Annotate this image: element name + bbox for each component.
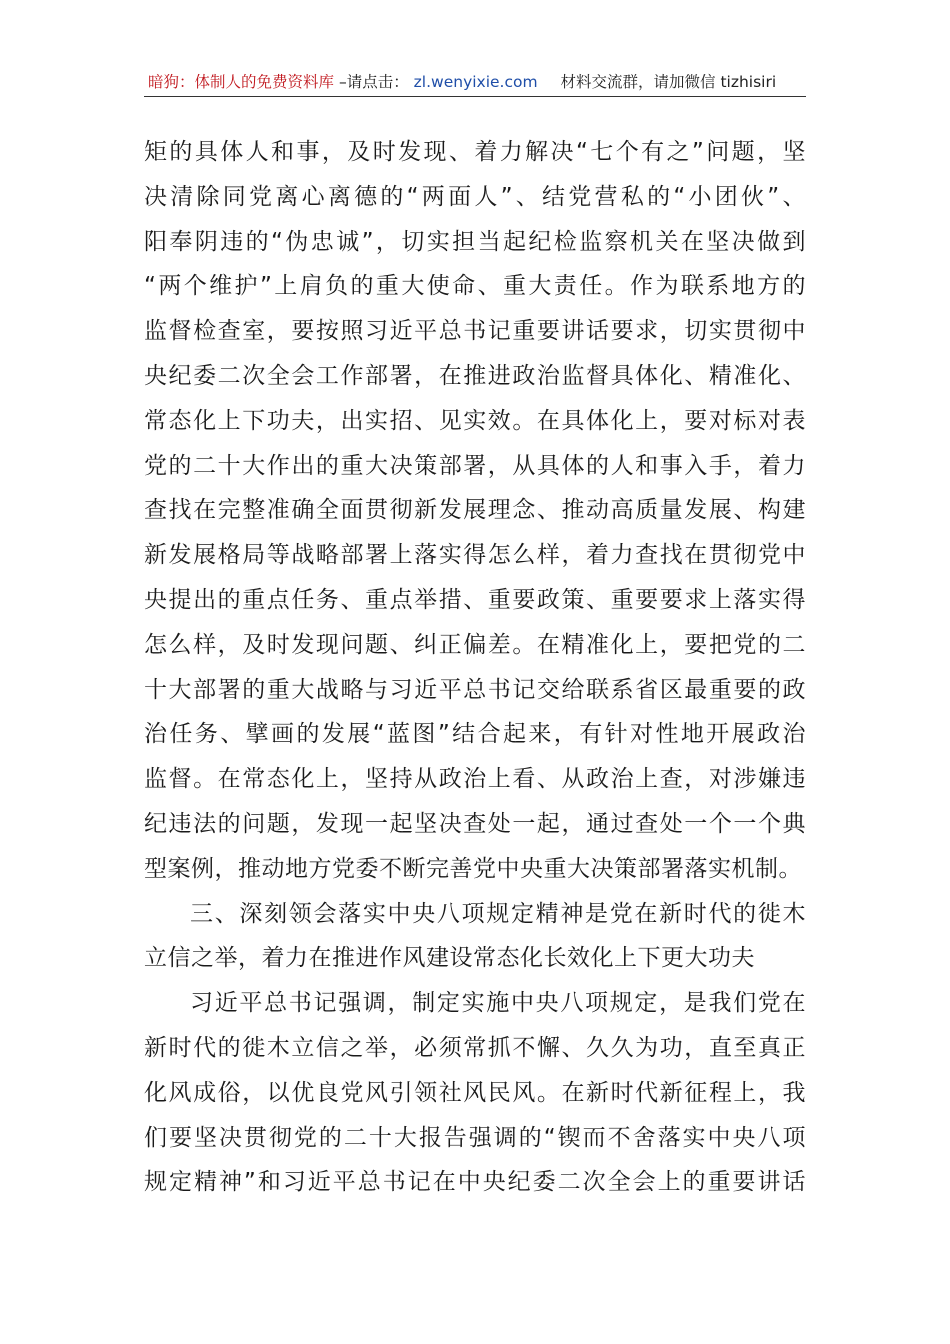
text-line: 们要坚决贯彻党的二十大报告强调的“锲而不舍落实中央八项 [144, 1124, 806, 1151]
document-body [144, 130, 806, 1205]
text-line: 矩的具体人和事，及时发现、着力解决“七个有之”问题，坚 [144, 139, 806, 165]
page-header [148, 68, 808, 96]
header-brand[interactable]: 暗狗：体制人的免费资料库 [148, 73, 335, 91]
text-line: 治任务、擘画的发展“蓝图”结合起来，有针对性地开展政治 [144, 721, 806, 748]
section-heading-line: 立信之举，着力在推进作风建设常态化长效化上下更大功夫 [144, 945, 755, 972]
text-line: 纪违法的问题，发现一起坚决查处一起，通过查处一个一个典 [144, 810, 806, 837]
text-line: 监督检查室，要按照习近平总书记重要讲话要求，切实贯彻中 [144, 318, 806, 345]
header-divider [144, 96, 806, 97]
text-line: 党的二十大作出的重大决策部署，从具体的人和事入手，着力 [144, 452, 806, 479]
text-line: 新时代的徙木立信之举，必须常抓不懈、久久为功，直至真正 [144, 1034, 806, 1061]
text-line: 央提出的重点任务、重点举措、重要政策、重要要求上落实得 [144, 586, 806, 613]
text-line: 常态化上下功夫，出实招、见实效。在具体化上，要对标对表 [144, 407, 806, 434]
text-line: 新发展格局等战略部署上落实得怎么样，着力查找在贯彻党中 [144, 542, 806, 569]
section-heading-line: 三、深刻领会落实中央八项规定精神是党在新时代的徙木 [190, 900, 806, 927]
text-line: 阳奉阴违的“伪忠诚”，切实担当起纪检监察机关在坚决做到 [144, 228, 806, 255]
text-line: 监督。在常态化上，坚持从政治上看、从政治上查，对涉嫌违 [144, 766, 806, 793]
text-line: “两个维护”上肩负的重大使命、重大责任。作为联系地方的 [144, 273, 806, 300]
text-line: 决清除同党离心离德的“两面人”、结党营私的“小团伙”、 [144, 183, 806, 210]
text-line: 查找在完整准确全面贯彻新发展理念、推动高质量发展、构建 [144, 497, 806, 524]
text-line: 规定精神”和习近平总书记在中央纪委二次全会上的重要讲话 [144, 1169, 806, 1196]
header-prompt: –请点击： [338, 73, 409, 91]
text-line: 十大部署的重大战略与习近平总书记交给联系省区最重要的政 [144, 676, 806, 703]
text-line: 央纪委二次全会工作部署，在推进政治监督具体化、精准化、 [144, 362, 806, 389]
header-contact: 材料交流群，请加微信 tizhisiri [560, 73, 777, 91]
header-url-link[interactable]: zl.wenyixie.com [413, 73, 538, 91]
text-line: 怎么样，及时发现问题、纠正偏差。在精准化上，要把党的二 [144, 631, 806, 658]
text-line: 型案例，推动地方党委不断完善党中央重大决策部署落实机制。 [144, 855, 802, 882]
text-line: 习近平总书记强调，制定实施中央八项规定，是我们党在 [190, 990, 806, 1017]
text-line: 化风成俗，以优良党风引领社风民风。在新时代新征程上，我 [144, 1079, 806, 1106]
